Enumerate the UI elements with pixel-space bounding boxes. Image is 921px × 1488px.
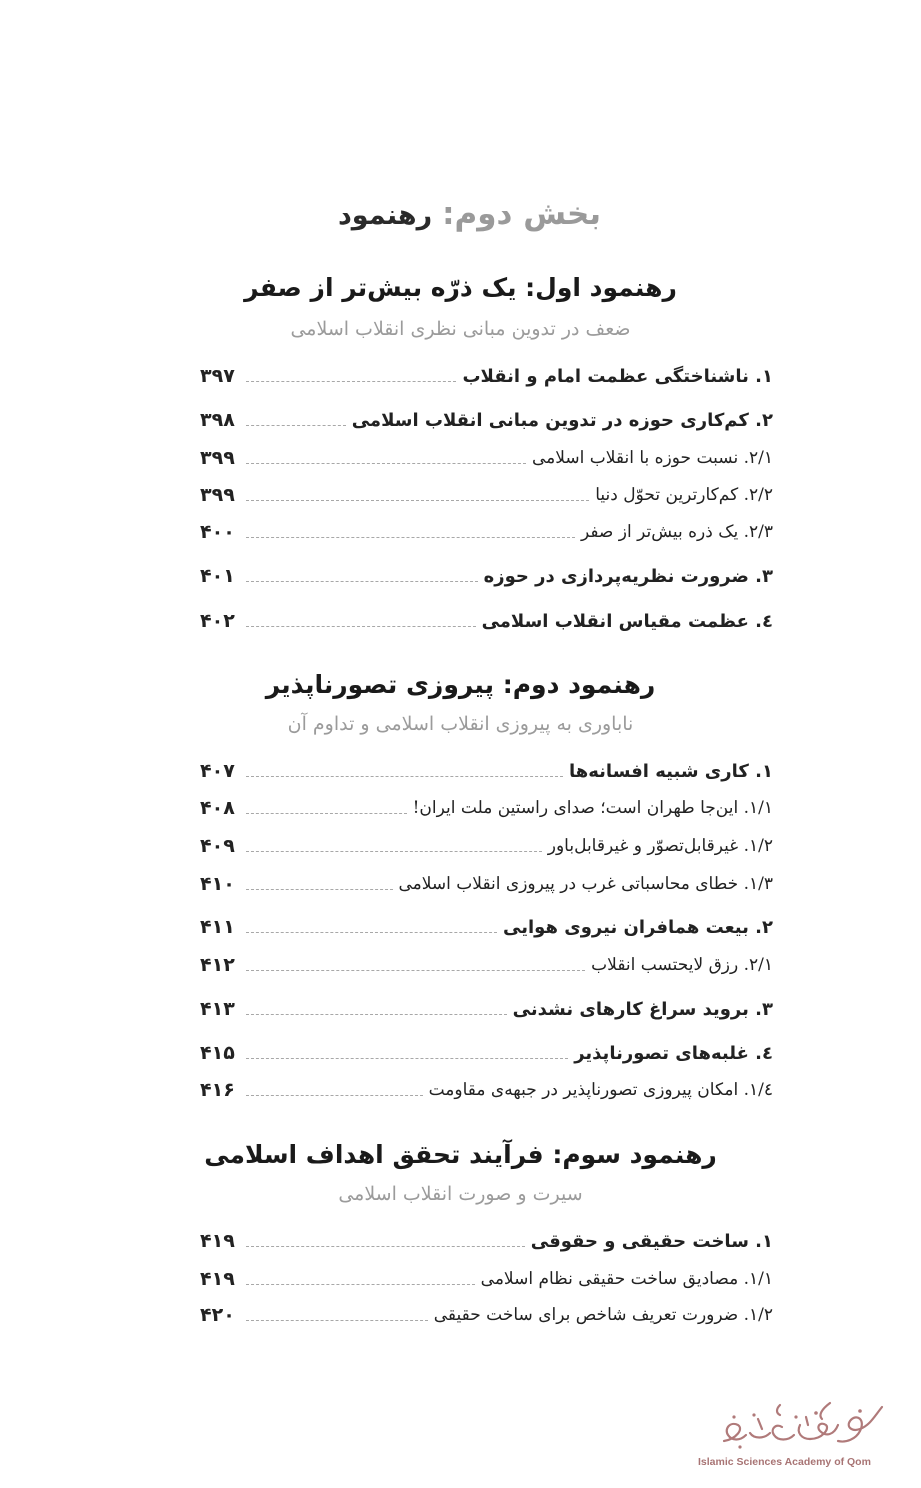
toc-entry-page: ۴۱۰ [200, 873, 235, 895]
toc-entry-page: ۴۰۱ [200, 565, 235, 587]
chapter-subtitle: سیرت و صورت انقلاب اسلامی [338, 1183, 583, 1205]
part-label: بخش دوم: [442, 196, 601, 232]
toc-entry-page: ۴۱۹ [200, 1230, 235, 1252]
toc-entry-page: ۴۰۰ [200, 521, 235, 543]
leader-dots [246, 889, 393, 890]
chapter-subtitle: ناباوری به پیروزی انقلاب اسلامی و تداوم آن [287, 713, 634, 735]
leader-dots [246, 425, 346, 426]
chapter-subtitle: ضعف در تدوین مبانی نظری انقلاب اسلامی [290, 318, 631, 340]
toc-entry[interactable] [200, 909, 773, 945]
toc-entry-label: ۱. ناشناختگی عظمت امام و انقلاب [462, 365, 773, 387]
toc-entry-page: ۴۰۸ [200, 797, 235, 819]
toc-entry-label: ۲/۲. کم‌کارترین تحوّل دنیا [595, 485, 773, 505]
toc-entry[interactable] [200, 991, 773, 1027]
leader-dots [246, 1095, 423, 1096]
toc-entry-label: ۱/۲. غیرقابل‌تصوّر و غیرقابل‌باور [547, 836, 773, 856]
toc-entry-page: ۳۹۹ [200, 484, 235, 506]
chapter-title: رهنمود اول: یک ذرّه بیش‌تر از صفر [244, 273, 677, 302]
part-name: رهنمود [337, 200, 433, 231]
toc-entry-label: ۱/۲. ضرورت تعریف شاخص برای ساخت حقیقی [433, 1305, 773, 1325]
leader-dots [246, 1058, 568, 1059]
toc-entry-page: ۴۰۲ [200, 610, 235, 632]
leader-dots [246, 851, 542, 852]
toc-entry-page: ۴۰۹ [200, 835, 235, 857]
toc-entry-label: ۲/۳. یک ذره بیش‌تر از صفر [580, 522, 773, 542]
toc-entry[interactable] [200, 1261, 773, 1297]
leader-dots [246, 1246, 525, 1247]
chapter-title: رهنمود دوم: پیروزی تصورناپذیر [265, 670, 656, 699]
toc-entry[interactable] [200, 558, 773, 594]
toc-entry-label: ۱. کاری شبیه افسانه‌ها [569, 760, 773, 782]
toc-entry-page: ۳۹۷ [200, 365, 235, 387]
leader-dots [246, 1014, 507, 1015]
leader-dots [246, 813, 407, 814]
toc-entry-label: ۱. ساخت حقیقی و حقوقی [530, 1230, 773, 1252]
toc-entry[interactable] [200, 514, 773, 550]
toc-entry-label: ۳. بروید سراغ کارهای نشدنی [512, 998, 773, 1020]
part-title [338, 196, 601, 256]
toc-entry-label: ۲/۱. رزق لایحتسب انقلاب [591, 955, 773, 975]
leader-dots [246, 932, 497, 933]
toc-entry-label: ٤/۱. امکان پیروزی تصورناپذیر در جبهه‌ی مقاومت [428, 1080, 773, 1100]
toc-entry-page: ۳۹۸ [200, 409, 235, 431]
toc-entry-page: ۴۱۶ [200, 1079, 235, 1101]
toc-entry-label: ٤. غلبه‌های تصورناپذیر [574, 1042, 773, 1064]
toc-entry-label: ٤. عظمت مقیاس انقلاب اسلامی [481, 610, 773, 632]
toc-entry-page: ۴۱۳ [200, 998, 235, 1020]
leader-dots [246, 581, 478, 582]
leader-dots [246, 500, 589, 501]
leader-dots [246, 1320, 428, 1321]
toc-entry-label: ۱/۱. مصادیق ساخت حقیقی نظام اسلامی [480, 1269, 773, 1289]
leader-dots [246, 1284, 475, 1285]
toc-entry[interactable] [200, 603, 773, 639]
toc-entry-page: ۴۱۹ [200, 1268, 235, 1290]
toc-entry[interactable] [200, 1223, 773, 1259]
toc-entry[interactable] [200, 1297, 773, 1333]
leader-dots [246, 463, 526, 464]
toc-entry[interactable] [200, 790, 773, 826]
toc-entry[interactable] [200, 828, 773, 864]
toc-entry-label: ۱/۳. خطای محاسباتی غرب در پیروزی انقلاب اسلامی [398, 874, 773, 894]
toc-entry-page: ۴۰۷ [200, 760, 235, 782]
toc-entry-page: ۴۱۵ [200, 1042, 235, 1064]
leader-dots [246, 626, 476, 627]
toc-entry[interactable] [200, 1035, 773, 1071]
logo-caption: Islamic Sciences Academy of Qom [698, 1456, 871, 1468]
toc-entry[interactable] [200, 866, 773, 902]
toc-entry[interactable] [200, 1072, 773, 1108]
toc-entry[interactable] [200, 947, 773, 983]
toc-entry[interactable] [200, 440, 773, 476]
leader-dots [246, 537, 575, 538]
toc-entry-page: ۴۱۱ [200, 916, 235, 938]
leader-dots [246, 381, 456, 382]
toc-entry-label: ۳. ضرورت نظریه‌پردازی در حوزه [483, 565, 773, 587]
leader-dots [246, 970, 585, 971]
toc-entry-label: ۲. بیعت همافران نیروی هوایی [503, 916, 773, 938]
toc-entry-page: ۴۱۲ [200, 954, 235, 976]
toc-entry-page: ۴۲۰ [200, 1304, 235, 1326]
calligraphy-logo-icon [710, 1395, 890, 1455]
toc-entry[interactable] [200, 477, 773, 513]
toc-entry[interactable] [200, 402, 773, 438]
toc-entry-label: ۱/۱. این‌جا طهران است؛ صدای راستین ملت ایران! [412, 798, 773, 818]
leader-dots [246, 776, 563, 777]
toc-entry-label: ۲. کم‌کاری حوزه در تدوین مبانی انقلاب اسلامی [351, 409, 773, 431]
toc-entry[interactable] [200, 753, 773, 789]
toc-entry-page: ۳۹۹ [200, 447, 235, 469]
toc-entry[interactable] [200, 358, 773, 394]
publisher-logo [690, 1395, 890, 1475]
chapter-title: رهنمود سوم: فرآیند تحقق اهداف اسلامی [204, 1140, 717, 1169]
toc-entry-label: ۲/۱. نسبت حوزه با انقلاب اسلامی [531, 448, 773, 468]
